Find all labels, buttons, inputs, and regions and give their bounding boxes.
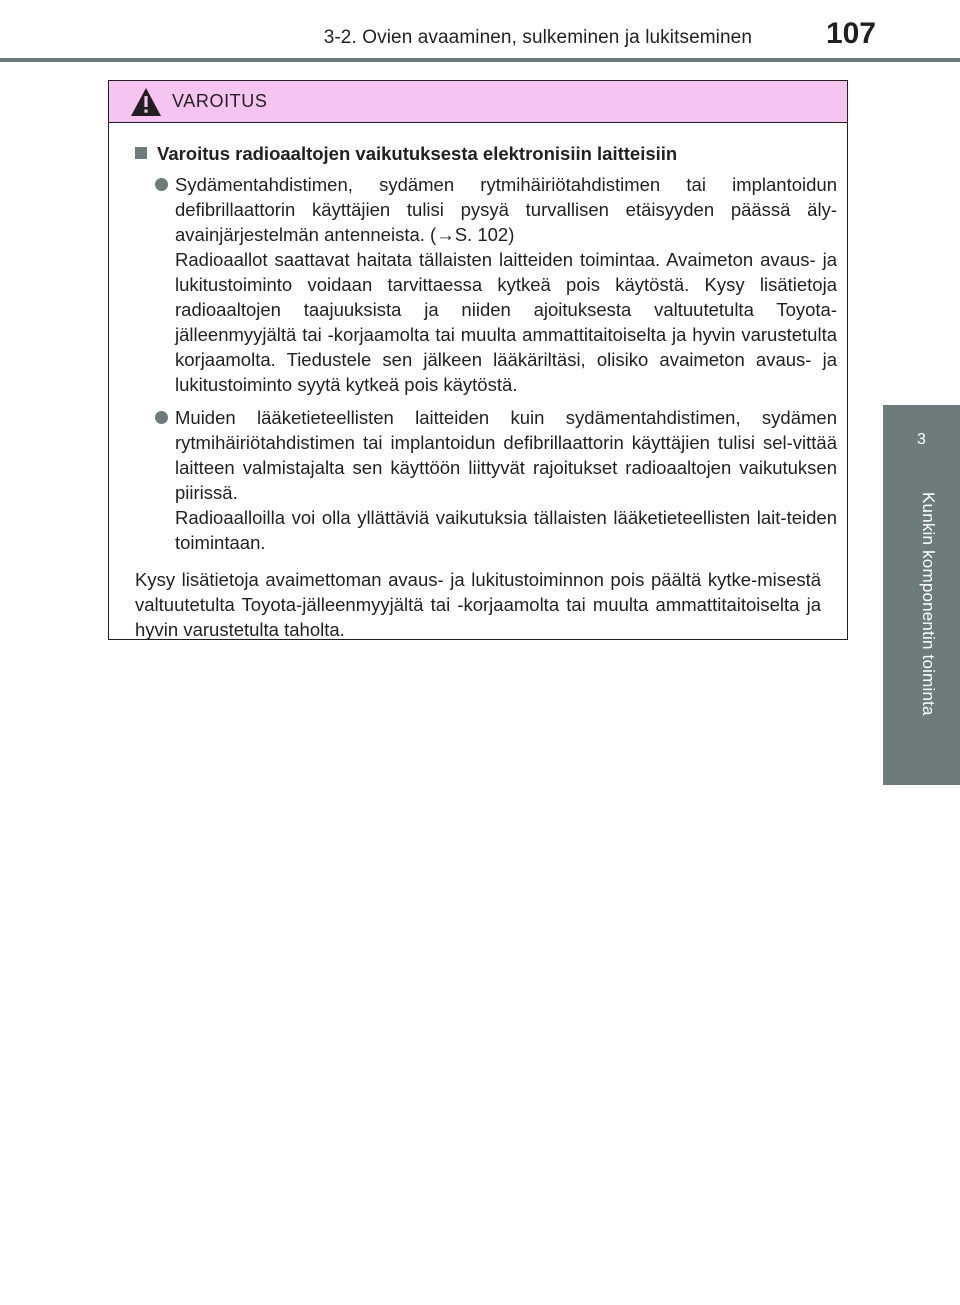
paragraph: Muiden lääketieteellisten laitteiden kuin sydämentahdistimen, sydämen rytmihäiriötahdistimen tai implantoidun defibrillaattorin käyttäjien tulisi sel-vittää laitteen valmistajalta sen käyttöön liittyvät rajoitukset radioaaltojen vaikutuksen piirissä. [175,407,837,503]
list-item [153,405,837,555]
warning-box [108,80,848,640]
paragraph: Radioaalloilla voi olla yllättäviä vaikutuksia tällaisten lääketieteellisten lait-teiden toimintaan. [175,507,837,553]
closing-paragraph: Kysy lisätietoja avaimettoman avaus- ja lukitustoiminnon pois päältä kytke-misestä valtuutetulta Toyota-jälleenmyyjältä tai -korjaamolta tai muulta ammattitaitoiselta ja hyvin varustetulta taholta. [135,569,821,640]
warning-body [109,123,847,642]
warning-title: VAROITUS [172,91,268,111]
round-bullet-icon [155,178,168,191]
warning-header [109,81,847,123]
warning-heading-text: Varoitus radioaaltojen vaikutuksesta elektronisiin laitteisiin [157,143,678,164]
warning-triangle-icon [130,87,162,117]
chapter-title: Kunkin komponentin toiminta [919,492,938,716]
warning-heading [135,141,837,166]
paragraph: Radioaallot saattavat haitata tällaisten laitteiden toimintaa. Avaimeton avaus- ja lukitustoiminto voidaan tarvittaessa kytkeä pois käytöstä. Kysy lisätietoja radioaaltojen taajuuksista ja niiden ajoituksesta valtuutetulta Toyota-jälleenmyyjältä tai -korjaamolta tai muulta ammattitaitoiselta ja hyvin varustetulta korjaamolta. Tiedustele sen jälkeen lääkäriltäsi, olisiko avaimeton avaus- ja lukitustoiminto syytä kytkeä pois käytöstä. [175,249,837,395]
list-item [153,172,837,397]
section-title: 3-2. Ovien avaaminen, sulkeminen ja lukitseminen [323,27,752,48]
header-divider [0,58,960,62]
chapter-tab[interactable] [883,405,960,475]
page-header [0,0,960,60]
square-bullet-icon [135,147,147,159]
page-number: 107 [825,17,876,50]
chapter-number: 3 [917,431,926,448]
round-bullet-icon [155,411,168,424]
paragraph: Sydämentahdistimen, sydämen rytmihäiriötahdistimen tai implantoidun defibrillaattorin käyttäjien tulisi pysyä turvallisen etäisyyden päässä äly-avainjärjestelmän antenneista. (→S. 102) [175,174,837,245]
